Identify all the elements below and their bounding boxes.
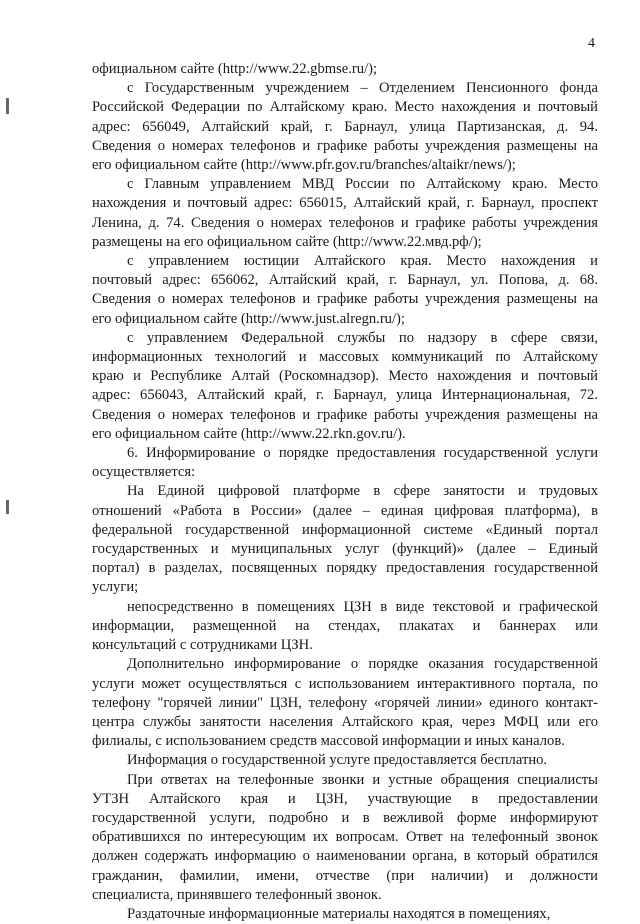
text-line: его официальном сайте (http://www.22.rkn.gov.ru/). (92, 425, 406, 442)
text-line: краю и Республике Алтай (Роскомнадзор). Место нахождения и почтовый (92, 368, 598, 385)
paragraph (92, 329, 598, 444)
text-line: Российской Федерации по Алтайскому краю. Место нахождения и почтовый (92, 99, 598, 116)
text-line: услуги; (92, 579, 139, 596)
text-line: портал) в разделах, посвященных порядку предоставления государственной (92, 560, 598, 577)
text-line: официальном сайте (http://www.22.gbmse.ru/); (92, 61, 378, 77)
paragraph (92, 79, 598, 175)
text-line: Раздаточные информационные материалы находятся в помещениях, (127, 905, 551, 922)
text-line: его официальном сайте (http://www.just.alregn.ru/); (92, 310, 405, 327)
text-line: гражданин, фамилии, имени, отчестве (при наличии) и должности (92, 867, 598, 884)
text-line: Сведения о номерах телефонов и графике работы учреждения размещены на (92, 291, 598, 308)
text-line: Сведения о номерах телефонов и графике работы учреждения размещены на (92, 137, 598, 154)
paragraph (92, 252, 598, 329)
text-line: Ленина, д. 74. Сведения о номерах телефонов и графике работы учреждения (92, 214, 598, 231)
text-line: федеральной государственной информационной системе «Единый портал (92, 521, 598, 538)
text-line: телефону "горячей линии" ЦЗН, телефону «горячей линии» единого контакт- (92, 694, 598, 711)
text-line: государственных и муниципальных услуг (функций)» (далее – Единый (92, 541, 598, 558)
text-line: с управлением Федеральной службы по надзору в сфере связи, (127, 329, 598, 346)
text-line: адрес: 656043, Алтайский край, г. Барнаул, улица Интернациональная, 72. (92, 387, 598, 404)
paragraph (92, 751, 598, 770)
paragraph (92, 905, 598, 924)
scan-margin-mark (6, 98, 9, 114)
text-line: центра службы занятости населения Алтайского края, через МФЦ или его (92, 713, 598, 730)
text-line: почтовый адрес: 656062, Алтайский край, г. Барнаул, ул. Попова, д. 68. (92, 272, 598, 289)
text-line: с Государственным учреждением – Отделением Пенсионного фонда (127, 80, 598, 97)
text-line: услуги может осуществляться с использованием интерактивного портала, по (92, 675, 598, 692)
paragraph (92, 771, 598, 905)
page-number: 4 (588, 36, 595, 51)
text-line: обратившихся по интересующим их вопросам. Ответ на телефонный звонок (92, 829, 598, 846)
paragraph (92, 60, 598, 79)
text-line: филиалы, с использованием средств массовой информации и иных каналов. (92, 733, 565, 750)
text-line: с управлением юстиции Алтайского края. Место нахождения и (127, 253, 598, 270)
text-line: УТЗН Алтайского края и ЦЗН, участвующие в предоставлении (92, 790, 598, 807)
text-line: Сведения о номерах телефонов и графике работы учреждения размещены на (92, 406, 598, 423)
text-line: адрес: 656049, Алтайский край, г. Барнаул, улица Партизанская, д. 94. (92, 118, 598, 135)
text-line: его официальном сайте (http://www.pfr.gov.ru/branches/altaikr/news/); (92, 157, 516, 174)
paragraph (92, 655, 598, 751)
text-line: государственной услуги, подробно и в вежливой форме информируют (92, 809, 598, 826)
paragraph (92, 482, 598, 597)
document-body (92, 60, 598, 924)
text-line: При ответах на телефонные звонки и устные обращения специалисты (127, 771, 598, 788)
scan-margin-mark (6, 500, 9, 514)
text-line: осуществляется: (92, 464, 196, 481)
text-line: непосредственно в помещениях ЦЗН в виде текстовой и графической (127, 598, 598, 615)
text-line: Информация о государственной услуге предоставляется бесплатно. (127, 752, 548, 769)
text-line: информации, размещенной на стендах, плакатах и баннерах или (92, 617, 598, 634)
text-line: специалиста, принявшего телефонный звонок. (92, 886, 382, 903)
paragraph (92, 444, 598, 482)
text-line: отношений «Работа в России» (далее – единая цифровая платформа), в (92, 502, 598, 519)
text-line: консультаций с сотрудниками ЦЗН. (92, 637, 313, 654)
text-line: размещены на его официальном сайте (http://www.22.мвд.рф/); (92, 233, 482, 250)
paragraph (92, 175, 598, 252)
text-line: должен содержать информацию о наименовании органа, в который обратился (92, 848, 598, 865)
text-line: нахождения и почтовый адрес: 656015, Алтайский край, г. Барнаул, проспект (92, 195, 598, 212)
text-line: 6. Информирование о порядке предоставления государственной услуги (127, 445, 598, 462)
text-line: с Главным управлением МВД России по Алтайскому краю. Место (127, 176, 598, 193)
paragraph (92, 598, 598, 656)
text-line: информационных технологий и массовых коммуникаций по Алтайскому (92, 349, 598, 366)
text-line: На Единой цифровой платформе в сфере занятости и трудовых (127, 483, 598, 500)
text-line: Дополнительно информирование о порядке оказания государственной (127, 656, 598, 673)
